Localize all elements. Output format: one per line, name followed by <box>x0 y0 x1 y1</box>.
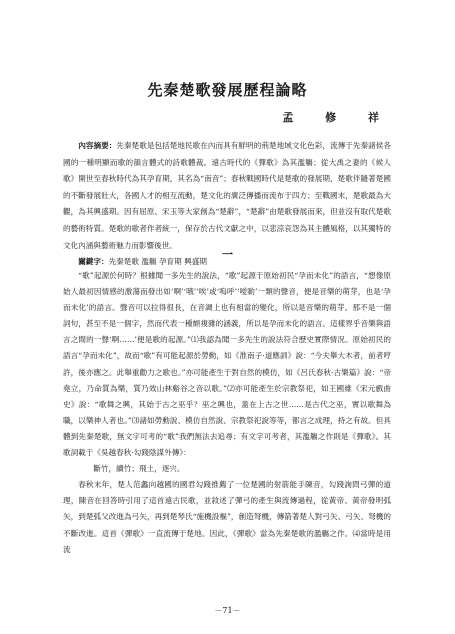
body-paragraph-1: “歌”起源於何時？根據聞一多先生的說法，“歌”起源于原始初民“孕而未化”的語言，“想像原始人最初因情感的激蕩而發出如‘啊’‘哦’‘唉’或‘嗚呼’‘噯喲’一類的聲音，便是音樂的萌芽，也是‘孕而未化’的語言。聲音可以拉得很長，在音調上也有相當的變化，所以是音樂的萌芽。那不是一個詞句，甚至不是一個字，然而代表一種頗複雜的涵義，所以是孕而未化的語言。這樣界乎音樂與語言之間的一聲‘啊……’便是歌的起源。”⑴我認為聞一多先生的說法符合歷史實際情況。原始初民的語言“孕而未化”，故而“歌”有可能起源於勞動，如《淮南子·道應訓》說：“今夫舉大木者，前者哼許，後亦應之。此舉重勸力之歌也。”亦可能產生于對自然的模仿，如《呂氏春秋·古樂篇》說：“帝堯立，乃命質為樂，質乃效山林谿谷之音以歌。”⑵亦可能產生於宗教祭祀，如王國維《宋元戲曲史》說：“歌舞之興，其始于古之巫乎？巫之興也，蓋在上古之世……是古代之巫，實以歌舞為職，以樂神人者也。”⑶諸如勞動說、模仿自然說、宗教祭祀說等等，都言之成理，持之有故。但具體到先秦楚歌，無文字可考的“歌”我們無法去追尋；有文字可考者，其濫觴之作則是《彈歌》。其歌詞載于《吳越春秋·勾踐陰謀外傳》： <box>63 271 391 458</box>
quoted-verse: 斷竹，續竹；飛土，逐宍。 <box>93 464 185 474</box>
abstract-label: 內容摘要： <box>78 141 117 150</box>
section-heading: 一 <box>222 248 233 261</box>
body-paragraph-2: 春秋末年，楚人范蠡向越國的國君勾踐推薦了一位楚國的射箭能手陳音，勾踐詢問弓彈的道理，陳音在回答時引用了這首遠古民歌，並敘述了彈弓的產生與流傳過程，從黃帝、黃帝發明弧矢，到楚弧父改進為弓矢，再到楚琴氏“施機設樞”，創造弩機，傳箭著楚人對弓矢、弓矢、弩機的不斷改進。這首《彈歌》一直流傳于楚地。因此，《彈歌》當為先秦楚歌的濫觴之作。⑷當時是用流 <box>63 480 391 554</box>
abstract-text: 先秦楚歌是包括楚地民歌在內而具有鮮明的荊楚地域文化色彩，流傳于先秦諸侯各國的一種明顯而歌的韻言體式的詩歌體裁。遠古時代的《彈歌》為其濫觴；從大禹之妻的《候人歌》開世至春秋時代為其孕育期，其名為“南音”；春秋戰國時代是楚歌的發展期，楚歌伴隨著楚國的不斷發展壯大，各國人才的相互流動，楚文化的廣泛傳播而流布于四方；至戰國末，楚歌最為大觀，為其興盛期。因有屈原、宋玉等大家創為“楚辭”，“楚辭”由楚歌發展而來，但並沒有取代楚歌的藝術特質。楚歌的歌者作者統一，保存於古代文獻之中，以悲涼哀怨為其主體風格，以其獨特的文化內涵與藝術魅力而影響後世。 <box>63 141 391 250</box>
abstract-paragraph <box>63 138 391 254</box>
keywords-label: 關鍵字： <box>78 257 109 267</box>
author-name: 孟 修 祥 <box>282 111 393 124</box>
keywords-text: 先秦楚歌 濫觴 孕育期 興盛期 <box>108 257 207 267</box>
body-text <box>63 268 391 558</box>
article-title: 先秦楚歌發展歷程論略 <box>147 81 308 99</box>
page-number: －71－ <box>214 606 241 615</box>
